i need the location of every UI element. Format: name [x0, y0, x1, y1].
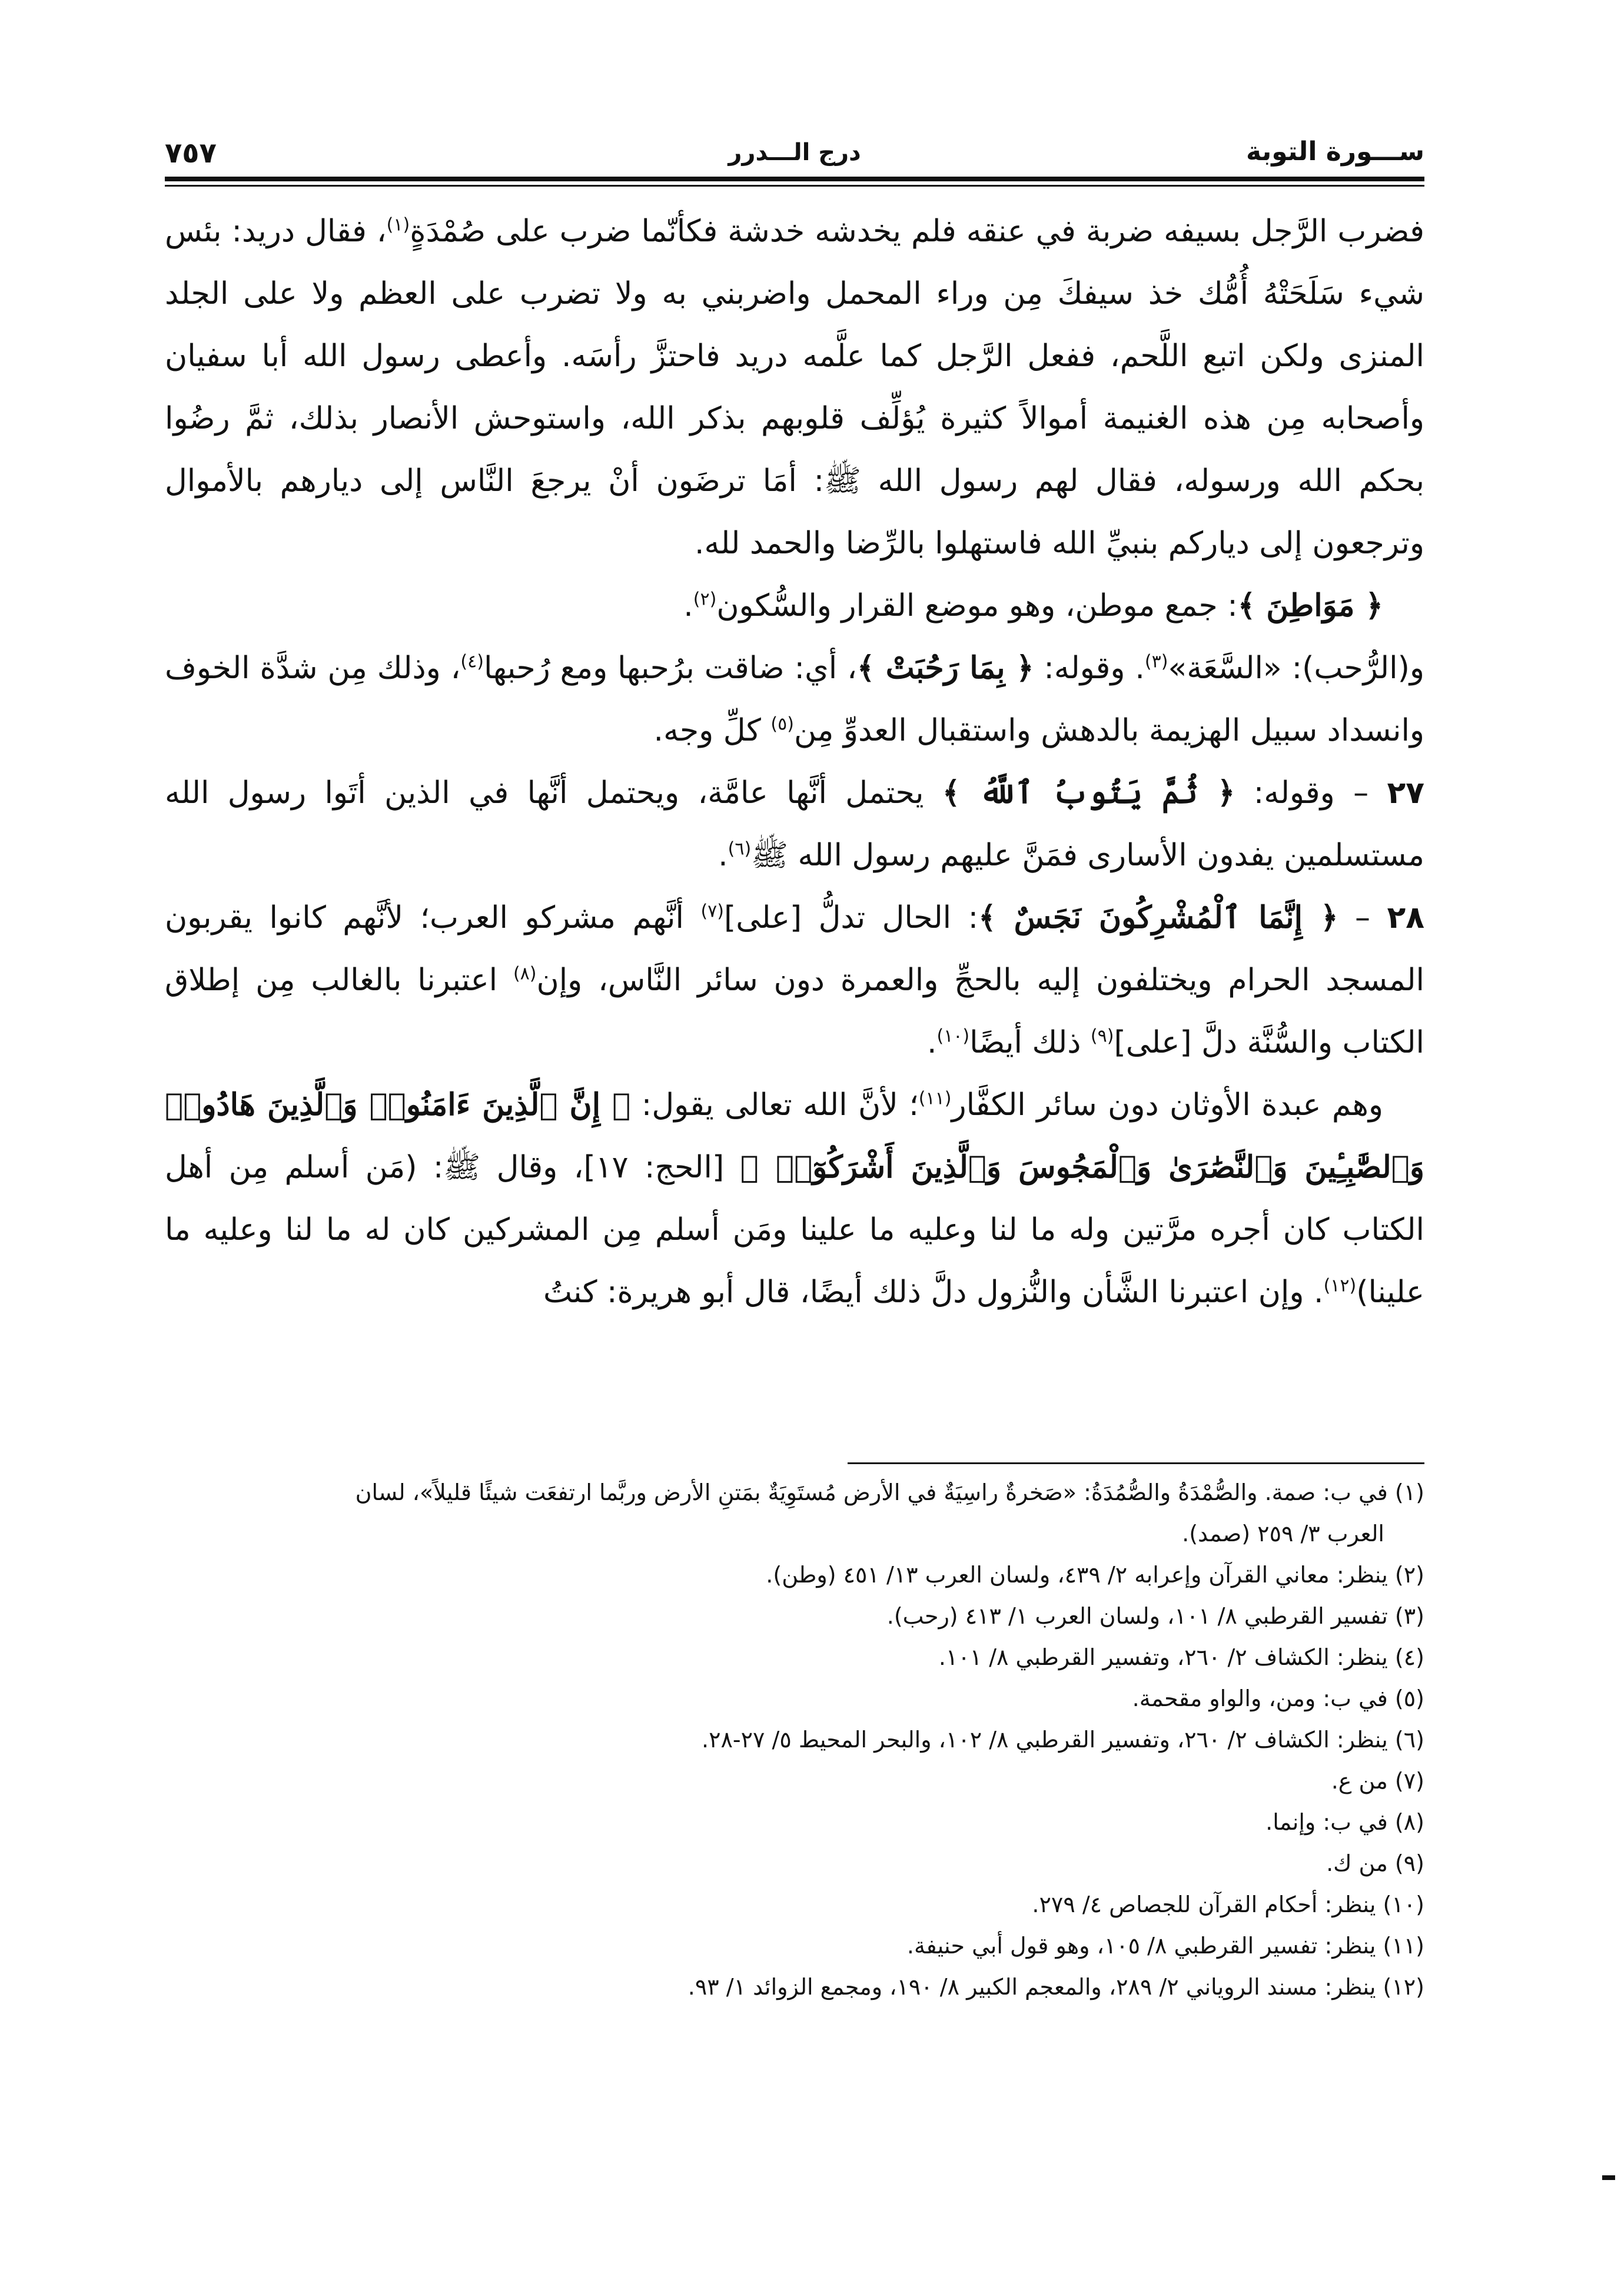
footnote-1-continued: العرب ٣/ ٢٥٩ (صمد).	[1182, 1521, 1384, 1547]
paragraph-2	[165, 575, 1424, 637]
verse-number: ٢٧	[1387, 775, 1425, 811]
footnote-11: (١١) ينظر: تفسير القرطبي ٨/ ١٠٥، وهو قول أبي حنيفة.	[906, 1933, 1424, 1959]
footnote-5: (٥) في ب: ومن، والواو مقحمة.	[1132, 1685, 1424, 1711]
book-title: درج الـــدرر	[728, 139, 861, 166]
text-run: . وإن اعتبرنا الشَّأن والنُّزول دلَّ ذلك أيضًا، قال أبو هريرة: كنتُ	[543, 1275, 1324, 1310]
text-run: ، وذلك مِن شدَّة الخوف وانسداد سبيل الهزيمة بالدهش واستقبال العدوِّ مِن	[165, 651, 1424, 748]
footnote-ref: (١١)	[918, 1088, 952, 1109]
paragraph-6	[165, 1074, 1424, 1323]
footnote-8: (٨) في ب: وإنما.	[1265, 1809, 1424, 1835]
footnote-ref: (٤)	[460, 651, 484, 672]
text-run: –	[1338, 900, 1387, 935]
footnote-9: (٩) من ك.	[1326, 1850, 1424, 1876]
footnote-10: (١٠) ينظر: أحكام القرآن للجصاص ٤/ ٢٧٩.	[1032, 1892, 1424, 1917]
page-number: ٧٥٧	[165, 137, 217, 170]
footnote-4: (٤) ينظر: الكشاف ٢/ ٢٦٠، وتفسير القرطبي ٨/ ١٠١.	[938, 1644, 1424, 1670]
verse-number: ٢٨	[1387, 900, 1424, 935]
text-run: أنَّهم مشركو العرب؛ لأنَّهم كانوا يقربون المسجد الحرام ويختلفون إليه بالحجِّ والعمرة دون سائر النَّاس، وإن	[165, 900, 1424, 998]
footnote-ref: (٣)	[1144, 651, 1168, 672]
quran-quote: ﴿ إِنَّ ٱلَّذِينَ ءَامَنُوا۟ وَٱلَّذِينَ هَادُوا۟ وَٱلصَّٰبِـِٔينَ وَٱلنَّصَٰرَىٰ وَٱلْمَجُوسَ وَٱلَّذِينَ أَشْرَكُوٓا۟ ﴾	[165, 1087, 1424, 1185]
text-run: ، فقال دريد: بئس شيء سَلَحَتْهُ أُمُّك خذ سيفكَ مِن وراء المحمل واضربني به ولا تضرب على العظم ولا على الجلد المنزى ولكن اتبع اللَّحم، ففعل الرَّجل كما علَّمه دريد فاحتزَّ رأسَه. وأعطى رسول الله أبا سفيان وأصحابه مِن هذه الغنيمة أموالاً كثيرة يُؤلِّف قلوبهم بذكر الله، واستوحش الأنصار بذلك، ثمَّ رضُوا بحكم الله ورسوله، فقال لهم رسول الله ﷺ: أمَا ترضَون أنْ يرجعَ النَّاس إلى ديارهم بالأموال وترجعون إلى دياركم بنبيِّ الله فاستهلوا بالرِّضا والحمد لله.	[165, 214, 1424, 561]
footnote-ref: (٦)	[728, 838, 752, 860]
footnote-12: (١٢) ينظر: مسند الروياني ٢/ ٢٨٩، والمعجم الكبير ٨/ ١٩٠، ومجمع الزوائد ١/ ٩٣.	[687, 1974, 1424, 2000]
text-run: . وقوله:	[1034, 651, 1145, 686]
footnote-1: (١) في ب: صمة. والصُّمْدَةُ والصُّمُدَةُ: «صَخرةٌ راسِيَةٌ في الأرض مُستَوِيَةٌ بمَتنِ الأرض وربَّما ارتفعَت شيئًا قليلاً»، لسان	[355, 1479, 1424, 1505]
surah-title: ســـورة التوبة	[1246, 137, 1424, 167]
text-run: يحتمل أنَّها عامَّة، ويحتمل أنَّها في الذين أتَوا رسول الله مستسلمين يفدون الأسارى فمَنَّ عليهم رسول الله ﷺ	[165, 775, 1424, 873]
footnote-separator	[848, 1462, 1424, 1464]
paragraph-1	[165, 200, 1424, 575]
footnote-6: (٦) ينظر: الكشاف ٢/ ٢٦٠، وتفسير القرطبي ٨/ ١٠٢، والبحر المحيط ٥/ ٢٧-٢٨.	[702, 1727, 1424, 1753]
paragraph-3	[165, 637, 1424, 762]
footnote-ref: (٥)	[770, 714, 794, 735]
footnote-ref: (١٠)	[936, 1026, 970, 1047]
footnote-ref: (١)	[386, 214, 410, 235]
running-header	[165, 137, 1424, 174]
text-run: ، أي: ضاقت برُحبها ومع رُحبها	[483, 651, 857, 686]
main-text	[165, 200, 1424, 1448]
quran-quote: ﴿ مَوَاطِنَ ﴾	[1237, 588, 1383, 623]
footnotes	[165, 1472, 1424, 2096]
text-run: وهم عبدة الأوثان دون سائر الكفَّار	[951, 1087, 1383, 1123]
quran-quote: ﴿ بِمَا رَحُبَتْ ﴾	[856, 650, 1034, 686]
footnote-ref: (١٢)	[1323, 1275, 1357, 1296]
quran-quote: ﴿ إِنَّمَا ٱلْمُشْرِكُونَ نَجَسٌ ﴾	[978, 900, 1338, 935]
footnote-2: (٢) ينظر: معاني القرآن وإعرابه ٢/ ٤٣٩، ولسان العرب ١٣/ ٤٥١ (وطن).	[766, 1562, 1424, 1588]
text-run: اعتبرنا بالغالب مِن إطلاق الكتاب والسُّنَّة دلَّ [على]	[165, 963, 1424, 1060]
footnote-3: (٣) تفسير القرطبي ٨/ ١٠١، ولسان العرب ١/ ٤١٣ (رحب).	[886, 1603, 1424, 1629]
footnote-7: (٧) من ع.	[1331, 1768, 1424, 1794]
paragraph-5	[165, 887, 1424, 1074]
text-run: : الحال تدلُّ [على]	[724, 900, 979, 935]
text-run: كلِّ وجه.	[653, 713, 771, 748]
footnote-ref: (٧)	[700, 901, 724, 922]
text-run: – وقوله:	[1235, 775, 1387, 811]
paragraph-4	[165, 762, 1424, 887]
text-run: .	[683, 588, 693, 623]
footnote-ref: (٢)	[693, 589, 717, 610]
footnote-ref: (٩)	[1090, 1026, 1114, 1047]
scan-mark	[1602, 2175, 1615, 2180]
header-rule-thin	[165, 185, 1424, 187]
quran-quote: ﴿ ثُمَّ يَتُوبُ ٱللَّهُ ﴾	[942, 775, 1235, 811]
text-run: [الحج: ١٧]، وقال ﷺ: (مَن أسلم مِن أهل الكتاب كان أجره مرَّتين وله ما لنا وعليه ما علينا ومَن أسلم مِن المشركين كان له ما لنا وعليه ما علينا)	[165, 1150, 1424, 1310]
text-run: : جمع موطن، وهو موضع القرار والسُّكون	[716, 588, 1238, 623]
text-run: .	[718, 838, 728, 873]
header-rule-thick	[165, 177, 1424, 181]
text-run: .	[926, 1025, 937, 1060]
text-run: ؛ لأنَّ الله تعالى يقول:	[630, 1087, 919, 1123]
text-run: ذلك أيضًا	[969, 1025, 1091, 1060]
footnote-ref: (٨)	[513, 963, 537, 984]
text-run: فضرب الرَّجل بسيفه ضربة في عنقه فلم يخدشه خدشة فكأنّما ضرب على صُمْدَةٍ	[410, 214, 1424, 249]
text-run: و(الرُّحب): «السَّعَة»	[1168, 651, 1424, 686]
